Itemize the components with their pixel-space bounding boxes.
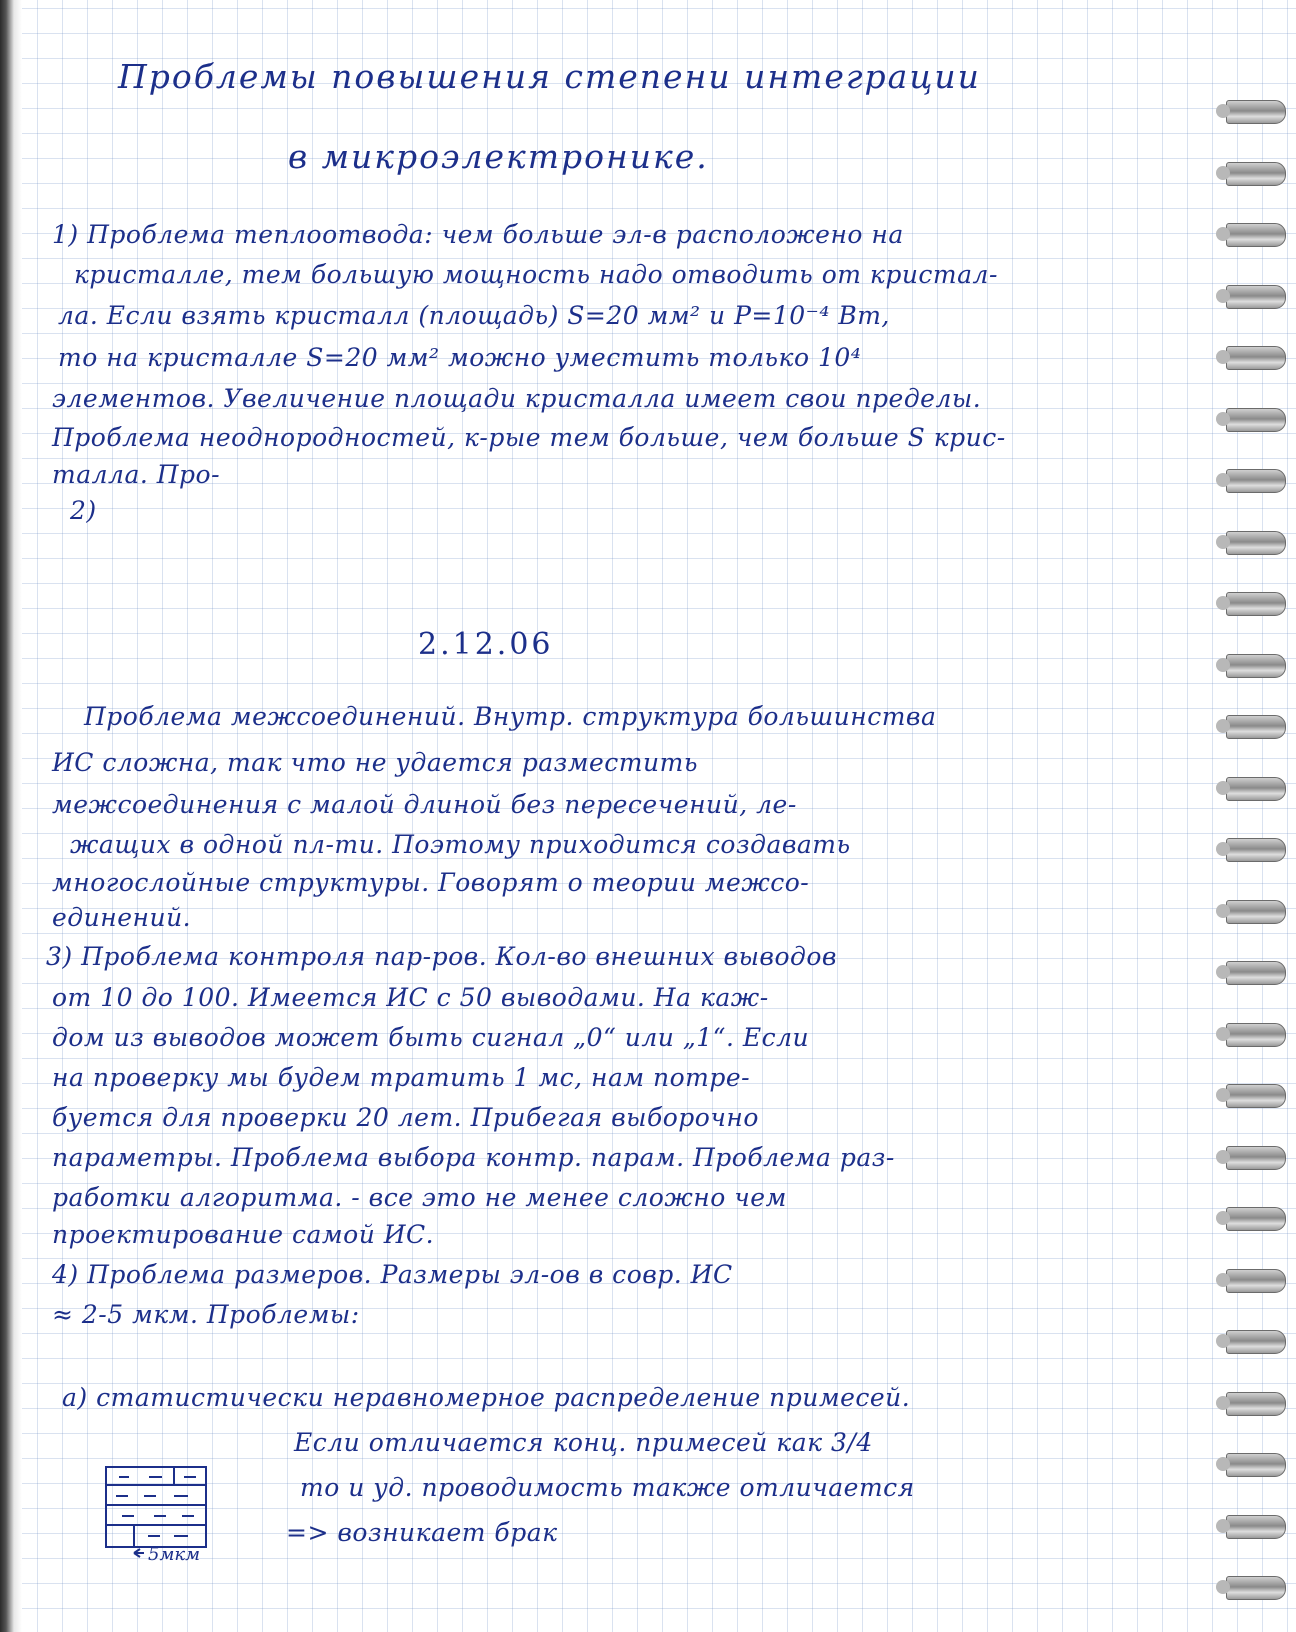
section3-line: от 10 до 100. Имеется ИС с 50 выводами. На каж-	[52, 983, 769, 1012]
binding-ring	[1226, 531, 1286, 555]
binding-ring	[1226, 1207, 1286, 1231]
binding-hole	[1216, 227, 1230, 241]
binding-ring	[1226, 1453, 1286, 1477]
section4-line: ≈ 2-5 мкм. Проблемы:	[52, 1300, 360, 1329]
binding-hole	[1216, 781, 1230, 795]
section1-line: элементов. Увеличение площади кристалла имеет свои пределы.	[52, 384, 982, 413]
binding-hole	[1216, 658, 1230, 672]
binding-ring	[1226, 715, 1286, 739]
binding-ring	[1226, 1084, 1286, 1108]
section1-line: Проблема неоднородностей, к-рые тем больше, чем больше S крис-	[52, 423, 1006, 452]
section-a-line: => возникает брак	[286, 1518, 558, 1547]
section3-line: работки алгоритма. - все это не менее сложно чем	[52, 1183, 787, 1212]
binding-ring	[1226, 592, 1286, 616]
page-left-edge	[0, 0, 22, 1632]
binding-hole	[1216, 350, 1230, 364]
sketch-scale-label: 5мкм	[148, 1544, 201, 1565]
binding-ring	[1226, 961, 1286, 985]
crystal-sketch	[104, 1465, 244, 1575]
section-a-line: то и уд. проводимость также отличается	[300, 1473, 915, 1502]
section1-line: кристалле, тем большую мощность надо отводить от кристал-	[74, 260, 998, 289]
binding-hole	[1216, 1457, 1230, 1471]
binding-ring	[1226, 777, 1286, 801]
section3-line: буется для проверки 20 лет. Прибегая выборочно	[52, 1103, 759, 1132]
page-title-line-2: в микроэлектронике.	[288, 137, 709, 176]
section1-line: ла. Если взять кристалл (площадь) S=20 мм² и P=10⁻⁴ Вт,	[58, 301, 890, 330]
section2-line: единений.	[52, 903, 192, 932]
binding-hole	[1216, 904, 1230, 918]
page-title-line-1: Проблемы повышения степени интеграции	[118, 57, 981, 96]
binding-hole	[1216, 1150, 1230, 1164]
binding-hole	[1216, 289, 1230, 303]
binding-ring	[1226, 346, 1286, 370]
section3-line: на проверку мы будем тратить 1 мс, нам потре-	[52, 1063, 751, 1092]
binding-ring	[1226, 1330, 1286, 1354]
binding-hole	[1216, 1088, 1230, 1102]
binding-hole	[1216, 1027, 1230, 1041]
entry-date: 2.12.06	[418, 627, 554, 662]
binding-hole	[1216, 965, 1230, 979]
section1-line: 1) Проблема теплоотвода: чем больше эл-в расположено на	[52, 220, 904, 249]
binding-ring	[1226, 162, 1286, 186]
binding-hole	[1216, 104, 1230, 118]
section2-line: многослойные структуры. Говорят о теории межсо-	[52, 868, 810, 897]
section4-line: 4) Проблема размеров. Размеры эл-ов в совр. ИС	[52, 1260, 733, 1289]
binding-ring	[1226, 469, 1286, 493]
binding-ring	[1226, 1392, 1286, 1416]
binding-ring	[1226, 654, 1286, 678]
binding-ring	[1226, 1576, 1286, 1600]
binding-hole	[1216, 719, 1230, 733]
binding-hole	[1216, 842, 1230, 856]
binding-hole	[1216, 1273, 1230, 1287]
binding-hole	[1216, 166, 1230, 180]
section3-line: 3) Проблема контроля пар-ров. Кол-во внешних выводов	[46, 942, 837, 971]
section2-line: Проблема межсоединений. Внутр. структура большинства	[84, 702, 937, 731]
binding-ring	[1226, 285, 1286, 309]
section1-line: талла. Про-	[52, 460, 221, 489]
binding-hole	[1216, 1519, 1230, 1533]
binding-hole	[1216, 1334, 1230, 1348]
section3-line: параметры. Проблема выбора контр. парам. Проблема раз-	[52, 1143, 895, 1172]
binding-ring	[1226, 1515, 1286, 1539]
binding-ring	[1226, 1146, 1286, 1170]
section2-line: жащих в одной пл-ти. Поэтому приходится создавать	[70, 830, 851, 859]
binding-hole	[1216, 1396, 1230, 1410]
section3-line: дом из выводов может быть сигнал „0“ или „1“. Если	[52, 1023, 810, 1052]
binding-ring	[1226, 100, 1286, 124]
binding-hole	[1216, 535, 1230, 549]
binding-hole	[1216, 473, 1230, 487]
section1-line: то на кристалле S=20 мм² можно уместить только 10⁴	[58, 343, 862, 372]
section-a-line: Если отличается конц. примесей как 3/4	[294, 1428, 873, 1457]
binding-ring	[1226, 408, 1286, 432]
binding-hole	[1216, 1211, 1230, 1225]
section2-line: ИС сложна, так что не удается разместить	[52, 748, 698, 777]
binding-ring	[1226, 838, 1286, 862]
section1-line: 2)	[70, 496, 97, 525]
spiral-binding	[1216, 0, 1296, 1632]
binding-ring	[1226, 900, 1286, 924]
binding-ring	[1226, 223, 1286, 247]
binding-ring	[1226, 1269, 1286, 1293]
binding-hole	[1216, 596, 1230, 610]
binding-hole	[1216, 412, 1230, 426]
section3-line: проектирование самой ИС.	[52, 1220, 435, 1249]
section2-line: межсоединения с малой длиной без пересечений, ле-	[52, 790, 797, 819]
section-a-line: а) статистически неравномерное распределение примесей.	[62, 1383, 911, 1412]
binding-ring	[1226, 1023, 1286, 1047]
binding-hole	[1216, 1580, 1230, 1594]
